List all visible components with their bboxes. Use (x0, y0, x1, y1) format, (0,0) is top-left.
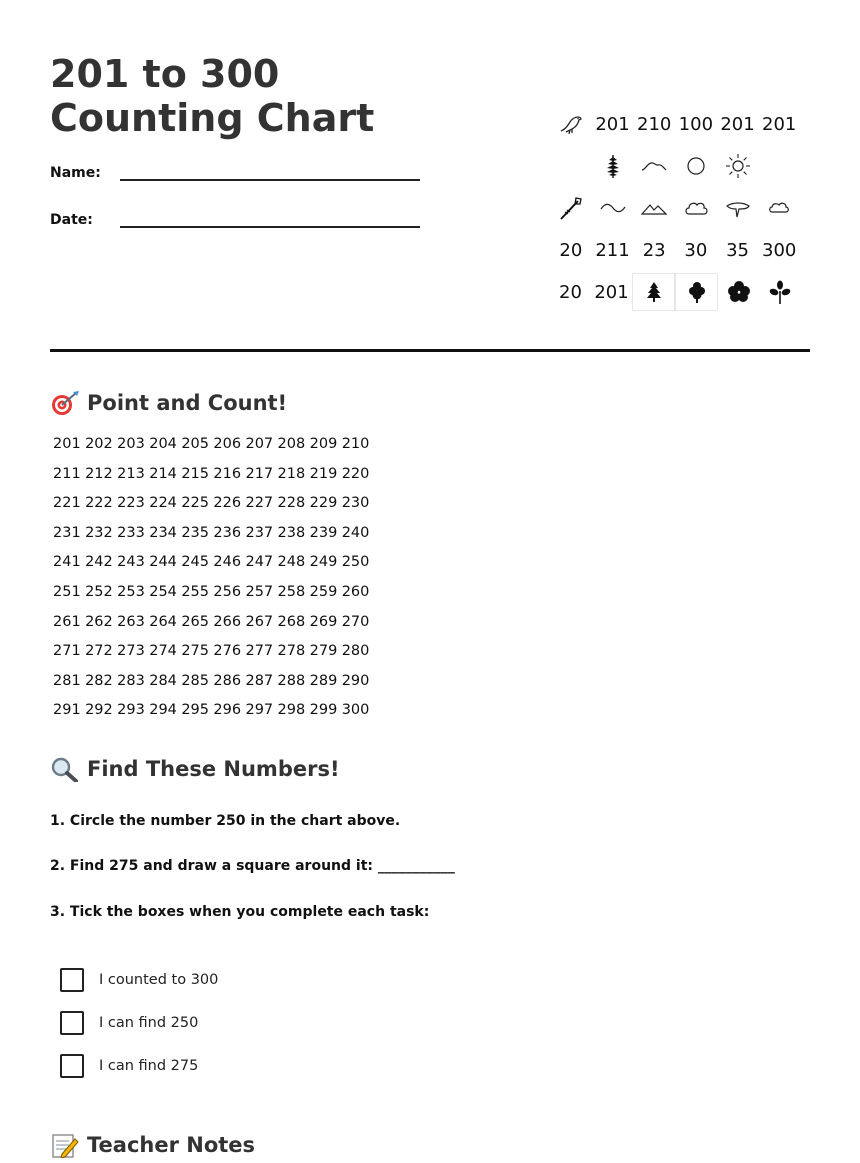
number-cell[interactable]: 246 (213, 554, 242, 571)
number-cell[interactable]: 228 (277, 495, 306, 512)
number-cell[interactable]: 264 (149, 613, 177, 630)
deco-number: 100 (678, 113, 714, 135)
cloud-small-icon (758, 190, 800, 226)
deco-number: 201 (720, 113, 755, 135)
number-row (53, 643, 374, 673)
number-cell[interactable]: 226 (213, 495, 242, 512)
number-cell[interactable]: 263 (117, 613, 145, 630)
cloud-icon (675, 190, 717, 226)
date-line[interactable] (120, 226, 420, 228)
flower-icon (718, 274, 759, 310)
number-cell[interactable]: 220 (341, 465, 370, 482)
number-cell[interactable]: 280 (341, 643, 370, 660)
number-cell[interactable]: 279 (309, 643, 338, 660)
checklist-item[interactable] (60, 1053, 198, 1079)
number-cell[interactable]: 260 (341, 583, 370, 600)
number-cell[interactable]: 224 (149, 495, 177, 512)
deco-number: 30 (684, 239, 708, 261)
number-row (53, 554, 374, 584)
number-cell[interactable]: 244 (149, 554, 177, 571)
number-cell[interactable]: 215 (181, 465, 209, 482)
number-cell[interactable]: 234 (149, 524, 177, 541)
number-cell[interactable]: 285 (181, 672, 209, 689)
number-cell[interactable]: 269 (309, 613, 338, 630)
number-row (53, 702, 374, 732)
number-cell[interactable]: 242 (85, 554, 113, 571)
number-cell[interactable]: 216 (213, 465, 242, 482)
number-cell[interactable]: 290 (341, 672, 370, 689)
number-cell[interactable]: 209 (309, 436, 338, 452)
name-line[interactable] (120, 179, 420, 181)
circle-icon (675, 148, 717, 184)
number-cell[interactable]: 262 (85, 613, 113, 630)
number-row (53, 436, 374, 466)
fern-leaf-icon (592, 148, 634, 184)
arrow-icon (550, 190, 592, 226)
checkbox[interactable] (60, 1054, 84, 1078)
number-cell[interactable]: 202 (85, 436, 113, 452)
page-title: 201 to 300 Counting Chart (50, 52, 375, 140)
number-cell[interactable]: 210 (341, 436, 370, 452)
number-cell[interactable]: 296 (213, 702, 242, 719)
number-cell[interactable]: 252 (85, 583, 113, 600)
number-cell[interactable]: 281 (53, 672, 81, 689)
number-cell[interactable]: 271 (53, 643, 81, 660)
number-cell[interactable]: 238 (277, 524, 306, 541)
number-cell[interactable]: 270 (341, 613, 370, 630)
number-cell[interactable]: 211 (53, 465, 81, 482)
checkbox[interactable] (60, 1011, 84, 1035)
number-cell[interactable]: 286 (213, 672, 242, 689)
number-cell[interactable]: 284 (149, 672, 177, 689)
number-cell[interactable]: 240 (341, 524, 370, 541)
number-cell[interactable]: 201 (53, 436, 81, 452)
number-cell[interactable]: 278 (277, 643, 306, 660)
number-cell[interactable]: 237 (245, 524, 274, 541)
number-cell[interactable]: 248 (277, 554, 306, 571)
memo-pencil-icon (50, 1132, 80, 1158)
checkbox-label: I counted to 300 (99, 972, 219, 988)
number-cell[interactable]: 214 (149, 465, 177, 482)
target-icon (50, 390, 80, 416)
number-cell[interactable]: 241 (53, 554, 81, 571)
checkbox-label: I can find 275 (99, 1058, 199, 1074)
number-cell[interactable]: 249 (309, 554, 338, 571)
number-cell[interactable]: 239 (309, 524, 338, 541)
hill-outline-icon (633, 148, 675, 184)
deco-number: 210 (637, 113, 672, 135)
number-cell[interactable]: 251 (53, 583, 81, 600)
name-label: Name: (50, 165, 101, 181)
number-cell[interactable]: 221 (53, 495, 81, 512)
number-cell[interactable]: 276 (213, 643, 242, 660)
number-cell[interactable]: 227 (245, 495, 274, 512)
number-cell[interactable]: 295 (181, 702, 209, 719)
number-cell[interactable]: 282 (85, 672, 113, 689)
deco-row-4 (550, 229, 800, 271)
point-and-count-heading (50, 390, 287, 416)
mountain-icon (633, 190, 675, 226)
number-cell[interactable]: 288 (277, 672, 306, 689)
number-cell[interactable]: 205 (181, 436, 209, 452)
round-tree-icon (675, 273, 718, 311)
deco-number: 20 (559, 281, 582, 303)
deco-number: 35 (726, 239, 749, 261)
number-cell[interactable]: 213 (117, 465, 145, 482)
point-and-count-title: Point and Count! (87, 391, 288, 415)
number-cell[interactable]: 247 (245, 554, 274, 571)
number-cell[interactable]: 245 (181, 554, 209, 571)
number-cell[interactable]: 265 (181, 613, 209, 630)
number-cell[interactable]: 298 (277, 702, 306, 719)
number-cell[interactable]: 254 (149, 583, 177, 600)
number-cell[interactable]: 283 (117, 672, 145, 689)
worksheet-page (50, 0, 810, 1161)
number-cell[interactable]: 204 (149, 436, 177, 452)
number-cell[interactable]: 207 (245, 436, 274, 452)
number-cell[interactable]: 212 (85, 465, 113, 482)
number-cell[interactable]: 225 (181, 495, 209, 512)
number-grid (53, 436, 374, 732)
number-cell[interactable]: 297 (245, 702, 274, 719)
deco-number: 23 (642, 239, 666, 261)
number-row (53, 525, 374, 555)
number-row (53, 466, 374, 496)
number-cell[interactable]: 230 (341, 495, 370, 512)
magnifier-icon (50, 756, 80, 782)
deco-row-1 (550, 103, 800, 145)
sun-icon (717, 148, 759, 184)
checkbox[interactable] (60, 968, 84, 992)
number-cell[interactable]: 243 (117, 554, 145, 571)
number-cell[interactable]: 222 (85, 495, 113, 512)
number-cell[interactable]: 287 (245, 672, 274, 689)
deco-number: 20 (559, 239, 583, 261)
number-cell[interactable]: 299 (309, 702, 338, 719)
number-cell[interactable]: 233 (117, 524, 145, 541)
deco-row-2 (550, 145, 800, 187)
find-numbers-heading (50, 756, 340, 782)
number-cell[interactable]: 218 (277, 465, 306, 482)
header-divider (50, 349, 810, 352)
bird-icon (550, 106, 592, 142)
number-cell[interactable]: 259 (309, 583, 338, 600)
pine-tree-icon (632, 273, 675, 311)
number-row (53, 673, 374, 703)
deco-row-5 (550, 271, 800, 313)
number-cell[interactable]: 274 (149, 643, 177, 660)
number-row (53, 495, 374, 525)
number-cell[interactable]: 300 (341, 702, 370, 719)
number-cell[interactable]: 253 (117, 583, 145, 600)
number-cell[interactable]: 217 (245, 465, 274, 482)
teacher-notes-heading (50, 1132, 255, 1158)
number-cell[interactable]: 229 (309, 495, 338, 512)
name-field[interactable] (50, 165, 420, 189)
deco-number: 201 (595, 113, 630, 135)
number-cell[interactable]: 292 (85, 702, 113, 719)
number-cell[interactable]: 268 (277, 613, 306, 630)
number-cell[interactable]: 272 (85, 643, 113, 660)
checklist-item[interactable] (60, 1010, 198, 1036)
number-cell[interactable]: 277 (245, 643, 274, 660)
deco-number: 201 (762, 113, 797, 135)
wave-icon (592, 190, 634, 226)
number-cell[interactable]: 223 (117, 495, 145, 512)
number-cell[interactable]: 289 (309, 672, 338, 689)
number-cell[interactable]: 294 (149, 702, 177, 719)
deco-number: 211 (595, 239, 630, 261)
number-cell[interactable]: 261 (53, 613, 81, 630)
task-3: 3. Tick the boxes when you complete each task: (50, 904, 430, 920)
number-cell[interactable]: 231 (53, 524, 81, 541)
fish-icon (717, 190, 759, 226)
number-cell[interactable]: 236 (213, 524, 242, 541)
number-cell[interactable]: 256 (213, 583, 242, 600)
deco-row-3 (550, 187, 800, 229)
date-field[interactable] (50, 212, 420, 236)
number-cell[interactable]: 232 (85, 524, 113, 541)
number-cell[interactable]: 291 (53, 702, 81, 719)
task-1: 1. Circle the number 250 in the chart above. (50, 813, 401, 829)
task-2: 2. Find 275 and draw a square around it: ___________ (50, 858, 455, 874)
number-cell[interactable]: 255 (181, 583, 209, 600)
number-cell[interactable]: 258 (277, 583, 306, 600)
number-cell[interactable]: 266 (213, 613, 242, 630)
number-cell[interactable]: 206 (213, 436, 242, 452)
number-cell[interactable]: 257 (245, 583, 274, 600)
checklist-item[interactable] (60, 967, 218, 993)
number-cell[interactable]: 293 (117, 702, 145, 719)
decorative-number-block (550, 103, 800, 313)
number-row (53, 584, 374, 614)
deco-number: 201 (594, 281, 629, 303)
checkbox-label: I can find 250 (99, 1015, 199, 1031)
teacher-notes-title: Teacher Notes (87, 1133, 256, 1157)
sprout-icon (759, 274, 800, 310)
number-cell[interactable]: 275 (181, 643, 209, 660)
number-cell[interactable]: 219 (309, 465, 338, 482)
number-row (53, 614, 374, 644)
number-cell[interactable]: 250 (341, 554, 370, 571)
number-cell[interactable]: 203 (117, 436, 145, 452)
number-cell[interactable]: 208 (277, 436, 306, 452)
number-cell[interactable]: 235 (181, 524, 209, 541)
number-cell[interactable]: 267 (245, 613, 274, 630)
date-label: Date: (50, 212, 93, 228)
number-cell[interactable]: 273 (117, 643, 145, 660)
find-numbers-title: Find These Numbers! (87, 757, 340, 781)
deco-number: 300 (762, 239, 797, 261)
